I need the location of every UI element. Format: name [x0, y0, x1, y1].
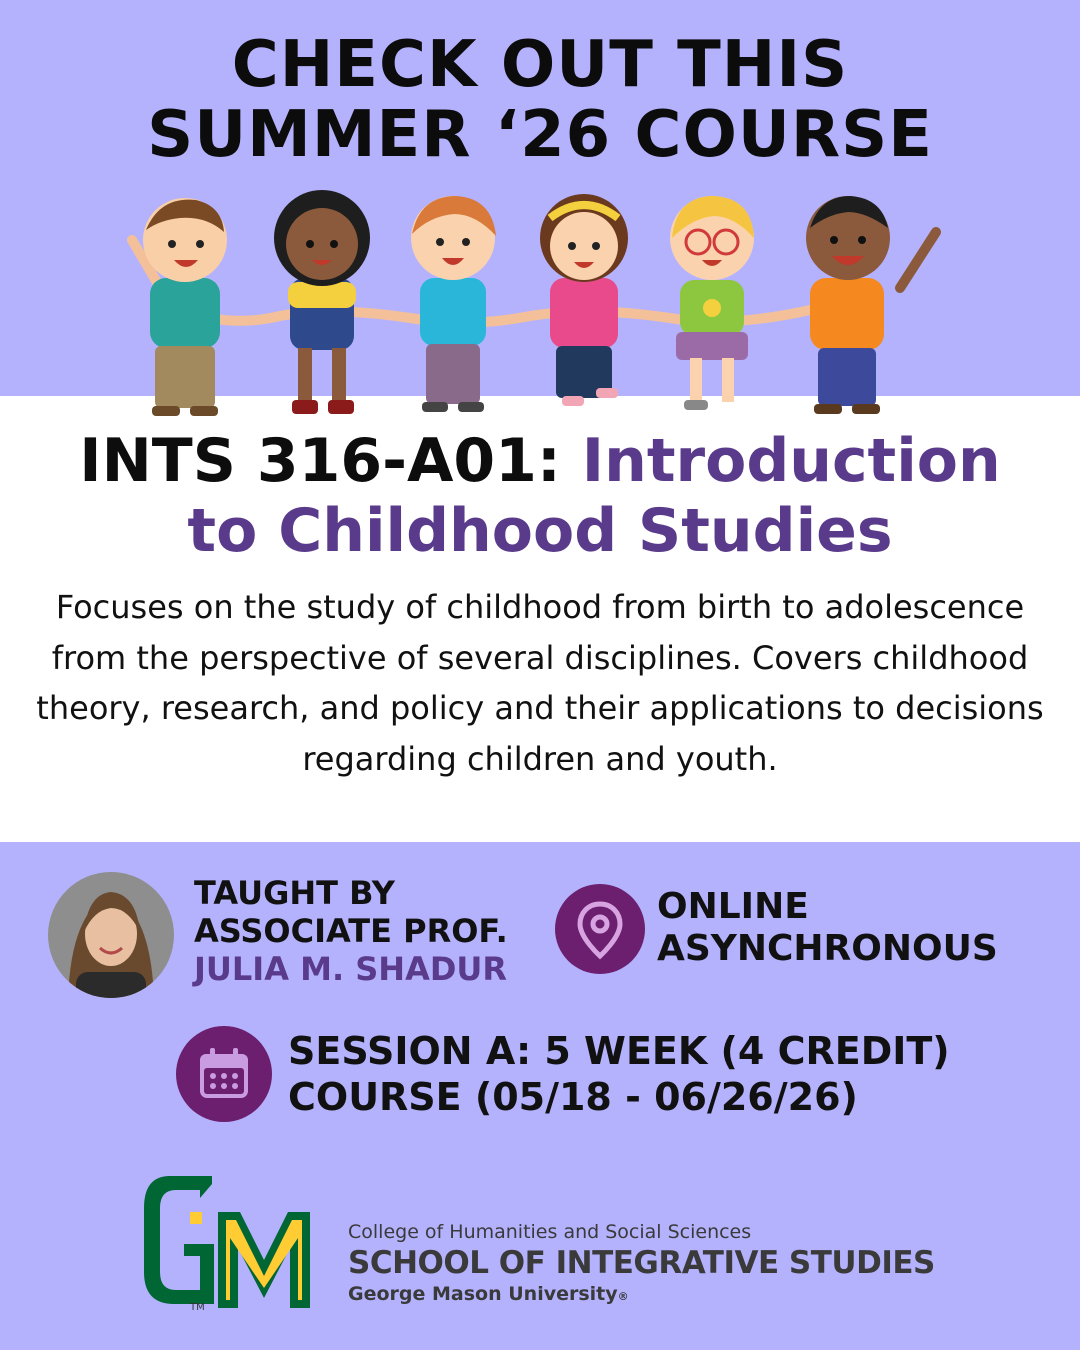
- university-line: [348, 1282, 935, 1309]
- session-line-1: SESSION A: 5 WEEK (4 CREDIT): [288, 1029, 950, 1073]
- course-title: [0, 426, 1080, 566]
- instructor-line-2: ASSOCIATE PROF.: [194, 912, 508, 950]
- child-figure: [132, 198, 227, 416]
- course-title-line-1: [0, 426, 1080, 496]
- child-figure: [411, 196, 496, 412]
- calendar-icon: [176, 1026, 272, 1122]
- registered-mark: ®: [617, 1290, 629, 1303]
- headline: [0, 30, 1080, 170]
- instructor-name: JULIA M. SHADUR: [194, 950, 508, 988]
- course-code: INTS 316-A01:: [79, 426, 582, 496]
- school-name: SCHOOL OF INTEGRATIVE STUDIES: [348, 1245, 935, 1281]
- organization-info: [348, 1220, 935, 1309]
- children-holding-hands-illustration: [110, 178, 970, 423]
- headline-line-1: CHECK OUT THIS: [231, 28, 849, 102]
- instructor-line-1: TAUGHT BY: [194, 874, 395, 912]
- session-info: [288, 1028, 950, 1120]
- delivery-line-2: ASYNCHRONOUS: [657, 928, 998, 969]
- headline-line-2: SUMMER ‘26 COURSE: [147, 98, 933, 172]
- college-name: College of Humanities and Social Sciences: [348, 1221, 752, 1243]
- delivery-mode: [657, 886, 998, 970]
- session-line-2: COURSE (05/18 - 06/26/26): [288, 1075, 858, 1119]
- university-name: George Mason University: [348, 1283, 618, 1305]
- gmu-logo: [140, 1168, 330, 1316]
- logo-trademark: TM: [190, 1302, 205, 1313]
- instructor-info: [194, 874, 508, 988]
- child-figure: [806, 196, 936, 414]
- child-figure: [670, 196, 754, 410]
- course-name-part-1: Introduction: [581, 426, 1001, 496]
- instructor-avatar: [48, 872, 174, 998]
- map-pin-icon: [555, 884, 645, 974]
- child-figure: [274, 190, 370, 414]
- child-figure: [540, 194, 628, 406]
- course-description: Focuses on the study of childhood from birth to adolescence from the perspective of several disciplines. Covers childhood theory, research, and policy and their applications to decisions regarding children and youth.: [36, 588, 1044, 778]
- course-name-part-2: to Childhood Studies: [187, 496, 893, 566]
- delivery-line-1: ONLINE: [657, 886, 809, 927]
